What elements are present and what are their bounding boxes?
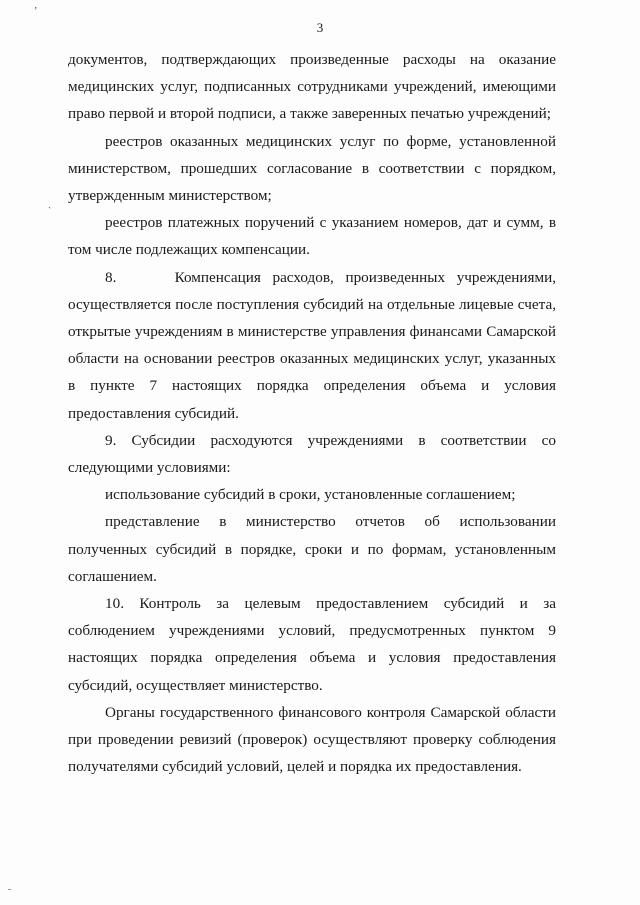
paragraph-item-9: 9. Субсидии расходуются учреждениями в соответствии со следующими условиями:	[68, 431, 556, 477]
paragraph-supporting-documents: документов, подтверждающих произведенные расходы на оказание медицинских услуг, подписанных сотрудниками учреждений, имеющими право первой и второй подписи, а также заверенных печатью учреждений;	[68, 51, 556, 123]
paragraph-condition-deadlines: использование субсидий в сроки, установленные соглашением;	[105, 486, 516, 504]
scan-speck: ˍ	[8, 880, 12, 891]
paragraph-service-registers: реестров оказанных медицинских услуг по форме, установленной министерством, прошедших согласование в соответствии с порядком, утвержденным министерством;	[68, 132, 556, 205]
scan-speck: ˏ	[48, 198, 52, 209]
paragraph-item-10: 10. Контроль за целевым предоставлением субсидий и за соблюдением учреждениями условий, предусмотренных пунктом 9 настоящих порядка определения объема и условия предоставления субсидий, осуществляет министерство.	[68, 595, 556, 694]
page-number: 3	[316, 20, 324, 35]
scan-speck: ʼ	[34, 6, 38, 17]
paragraph-item-8: 8. Компенсация расходов, произведенных учреждениями, осуществляется после поступления субсидий на отдельные лицевые счета, открытые учреждениям в министерстве управления финансами Самарской области на основании реестров оказанных медицинских услуг, указанных в пункте 7 настоящих порядка определения объема и условия предоставления субсидий.	[68, 268, 556, 422]
paragraph-condition-reports: представление в министерство отчетов об использовании полученных субсидий в порядке, сроки и по формам, установленным соглашением.	[68, 513, 556, 585]
paragraph-payment-registers: реестров платежных поручений с указанием номеров, дат и сумм, в том числе подлежащих компенсации.	[68, 214, 556, 259]
document-body	[68, 46, 556, 780]
paragraph-financial-control: Органы государственного финансового контроля Самарской области при проведении ревизий (проверок) осуществляют проверку соблюдения получателями субсидий условий, целей и порядка их предоставления.	[68, 703, 556, 776]
